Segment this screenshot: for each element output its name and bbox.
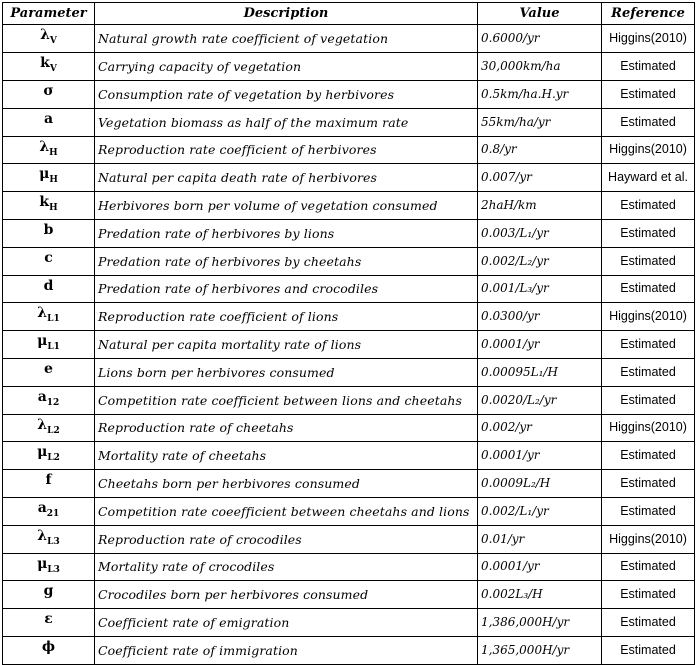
header-reference: Reference	[602, 3, 695, 25]
parameter-description: Mortality rate of cheetahs	[95, 442, 478, 470]
parameter-reference: Estimated	[602, 636, 695, 664]
parameter-value: 1,365,000H/yr	[478, 636, 602, 664]
header-description: Description	[95, 3, 478, 25]
parameter-value: 0.6000/yr	[478, 25, 602, 53]
table-row	[3, 80, 695, 108]
parameter-value: 55km/ha/yr	[478, 108, 602, 136]
parameter-description: Reproduction rate coefficient of herbivores	[95, 136, 478, 164]
parameter-value: 0.8/yr	[478, 136, 602, 164]
parameter-description: Cheetahs born per herbivores consumed	[95, 470, 478, 498]
symbol-main: μ	[39, 166, 50, 183]
symbol-subscript: L2	[47, 453, 60, 464]
symbol-main: c	[44, 249, 53, 266]
symbol-main: d	[43, 277, 54, 294]
parameter-value: 0.002/yr	[478, 414, 602, 442]
parameter-symbol	[3, 553, 95, 581]
parameter-value: 0.0300/yr	[478, 303, 602, 331]
parameter-symbol	[3, 80, 95, 108]
symbol-subscript: 12	[46, 397, 60, 408]
parameter-symbol	[3, 581, 95, 609]
symbol-main: μ	[37, 333, 48, 350]
parameter-value: 0.0009L₂/H	[478, 470, 602, 498]
parameter-description: Consumption rate of vegetation by herbivores	[95, 80, 478, 108]
parameter-description: Herbivores born per volume of vegetation consumed	[95, 192, 478, 220]
parameter-reference: Estimated	[602, 219, 695, 247]
table-row	[3, 386, 695, 414]
parameter-symbol	[3, 108, 95, 136]
symbol-main: λ	[37, 416, 48, 433]
symbol-main: a	[43, 110, 54, 127]
parameter-description: Natural per capita death rate of herbivores	[95, 164, 478, 192]
parameter-reference: Higgins(2010)	[602, 414, 695, 442]
table-row	[3, 136, 695, 164]
parameter-reference: Estimated	[602, 358, 695, 386]
parameter-reference: Estimated	[602, 331, 695, 359]
symbol-main: f	[45, 472, 52, 489]
table-row	[3, 525, 695, 553]
parameter-reference: Higgins(2010)	[602, 525, 695, 553]
parameter-value: 0.0001/yr	[478, 553, 602, 581]
parameter-symbol	[3, 636, 95, 664]
parameter-description: Reproduction rate of cheetahs	[95, 414, 478, 442]
table-row	[3, 219, 695, 247]
table-row	[3, 247, 695, 275]
symbol-subscript: V	[49, 36, 57, 47]
parameter-symbol	[3, 192, 95, 220]
symbol-main: a	[37, 388, 47, 405]
parameter-reference: Estimated	[602, 247, 695, 275]
parameter-symbol	[3, 497, 95, 525]
parameter-reference: Estimated	[602, 553, 695, 581]
parameter-value: 0.001/L₃/yr	[478, 275, 602, 303]
parameter-value: 0.0020/L₂/yr	[478, 386, 602, 414]
table-row	[3, 497, 695, 525]
parameter-reference: Estimated	[602, 53, 695, 81]
parameter-symbol	[3, 136, 95, 164]
symbol-main: λ	[39, 138, 50, 155]
symbol-subscript: H	[49, 202, 58, 213]
parameter-symbol	[3, 247, 95, 275]
parameter-reference: Estimated	[602, 609, 695, 637]
symbol-main: g	[43, 583, 54, 600]
table-row	[3, 470, 695, 498]
table-row	[3, 108, 695, 136]
parameter-description: Natural growth rate coefficient of vegetation	[95, 25, 478, 53]
symbol-subscript: H	[49, 175, 58, 186]
parameter-value: 0.002L₃/H	[478, 581, 602, 609]
table-row	[3, 553, 695, 581]
parameter-description: Competition rate coefficient between lions and cheetahs	[95, 386, 478, 414]
parameter-reference: Estimated	[602, 275, 695, 303]
table-row	[3, 358, 695, 386]
symbol-main: μ	[37, 555, 48, 572]
parameter-value: 0.003/L₁/yr	[478, 219, 602, 247]
header-parameter: Parameter	[3, 3, 95, 25]
parameter-description: Lions born per herbivores consumed	[95, 358, 478, 386]
parameter-value: 2haH/km	[478, 192, 602, 220]
symbol-subscript: V	[49, 63, 57, 74]
parameter-reference: Estimated	[602, 108, 695, 136]
table-row	[3, 442, 695, 470]
parameter-value: 0.002/L₁/yr	[478, 497, 602, 525]
parameter-symbol	[3, 25, 95, 53]
parameter-reference: Estimated	[602, 442, 695, 470]
table-row	[3, 164, 695, 192]
parameter-description: Coefficient rate of emigration	[95, 609, 478, 637]
header-value: Value	[478, 3, 602, 25]
parameter-table	[2, 2, 695, 665]
table-row	[3, 303, 695, 331]
parameter-reference: Estimated	[602, 470, 695, 498]
parameter-description: Vegetation biomass as half of the maximum rate	[95, 108, 478, 136]
parameter-reference: Higgins(2010)	[602, 303, 695, 331]
symbol-main: b	[43, 221, 54, 238]
parameter-symbol	[3, 470, 95, 498]
parameter-reference: Higgins(2010)	[602, 136, 695, 164]
table-row	[3, 636, 695, 664]
parameter-description: Reproduction rate of crocodiles	[95, 525, 478, 553]
symbol-main: λ	[37, 305, 48, 322]
parameter-symbol	[3, 525, 95, 553]
parameter-symbol	[3, 331, 95, 359]
parameter-value: 0.007/yr	[478, 164, 602, 192]
parameter-value: 0.00095L₁/H	[478, 358, 602, 386]
parameter-symbol	[3, 164, 95, 192]
parameter-value: 0.01/yr	[478, 525, 602, 553]
table-row	[3, 414, 695, 442]
symbol-main: μ	[37, 444, 48, 461]
symbol-main: e	[44, 360, 53, 377]
parameter-reference: Estimated	[602, 386, 695, 414]
parameter-value: 0.5km/ha.H.yr	[478, 80, 602, 108]
symbol-subscript: L1	[47, 341, 60, 352]
parameter-symbol	[3, 609, 95, 637]
parameter-reference: Estimated	[602, 581, 695, 609]
symbol-subscript: L3	[47, 536, 60, 547]
parameter-reference: Estimated	[602, 80, 695, 108]
parameter-description: Predation rate of herbivores by lions	[95, 219, 478, 247]
symbol-main: λ	[37, 527, 48, 544]
parameter-description: Competition rate coeefficient between cheetahs and lions	[95, 497, 478, 525]
symbol-subscript: 21	[46, 508, 60, 519]
parameter-symbol	[3, 414, 95, 442]
symbol-main: a	[37, 499, 47, 516]
parameter-description: Coefficient rate of immigration	[95, 636, 478, 664]
parameter-value: 30,000km/ha	[478, 53, 602, 81]
parameter-symbol	[3, 53, 95, 81]
symbol-subscript: L2	[47, 425, 60, 436]
parameter-description: Reproduction rate coefficient of lions	[95, 303, 478, 331]
parameter-reference: Estimated	[602, 497, 695, 525]
symbol-main: ϕ	[41, 638, 56, 655]
symbol-main: k	[40, 55, 50, 72]
symbol-subscript: L3	[47, 564, 60, 575]
header-row	[3, 3, 695, 25]
table-row	[3, 192, 695, 220]
parameter-description: Mortality rate of crocodiles	[95, 553, 478, 581]
parameter-reference: Higgins(2010)	[602, 25, 695, 53]
parameter-reference: Estimated	[602, 192, 695, 220]
table-row	[3, 331, 695, 359]
symbol-main: k	[39, 194, 50, 211]
table-row	[3, 609, 695, 637]
parameter-description: Carrying capacity of vegetation	[95, 53, 478, 81]
parameter-description: Predation rate of herbivores and crocodiles	[95, 275, 478, 303]
table-row	[3, 25, 695, 53]
parameter-symbol	[3, 275, 95, 303]
table-row	[3, 275, 695, 303]
symbol-main: λ	[40, 27, 50, 44]
parameter-symbol	[3, 303, 95, 331]
symbol-main: ε	[44, 611, 53, 628]
parameter-symbol	[3, 358, 95, 386]
symbol-subscript: H	[49, 147, 58, 158]
symbol-main: σ	[43, 82, 54, 99]
parameter-value: 0.0001/yr	[478, 331, 602, 359]
parameter-symbol	[3, 442, 95, 470]
symbol-subscript: L1	[47, 314, 60, 325]
parameter-value: 1,386,000H/yr	[478, 609, 602, 637]
parameter-symbol	[3, 219, 95, 247]
parameter-value: 0.002/L₂/yr	[478, 247, 602, 275]
table-row	[3, 581, 695, 609]
parameter-reference: Hayward et al.	[602, 164, 695, 192]
parameter-description: Crocodiles born per herbivores consumed	[95, 581, 478, 609]
table-row	[3, 53, 695, 81]
parameter-description: Natural per capita mortality rate of lions	[95, 331, 478, 359]
parameter-value: 0.0001/yr	[478, 442, 602, 470]
parameter-symbol	[3, 386, 95, 414]
parameter-description: Predation rate of herbivores by cheetahs	[95, 247, 478, 275]
